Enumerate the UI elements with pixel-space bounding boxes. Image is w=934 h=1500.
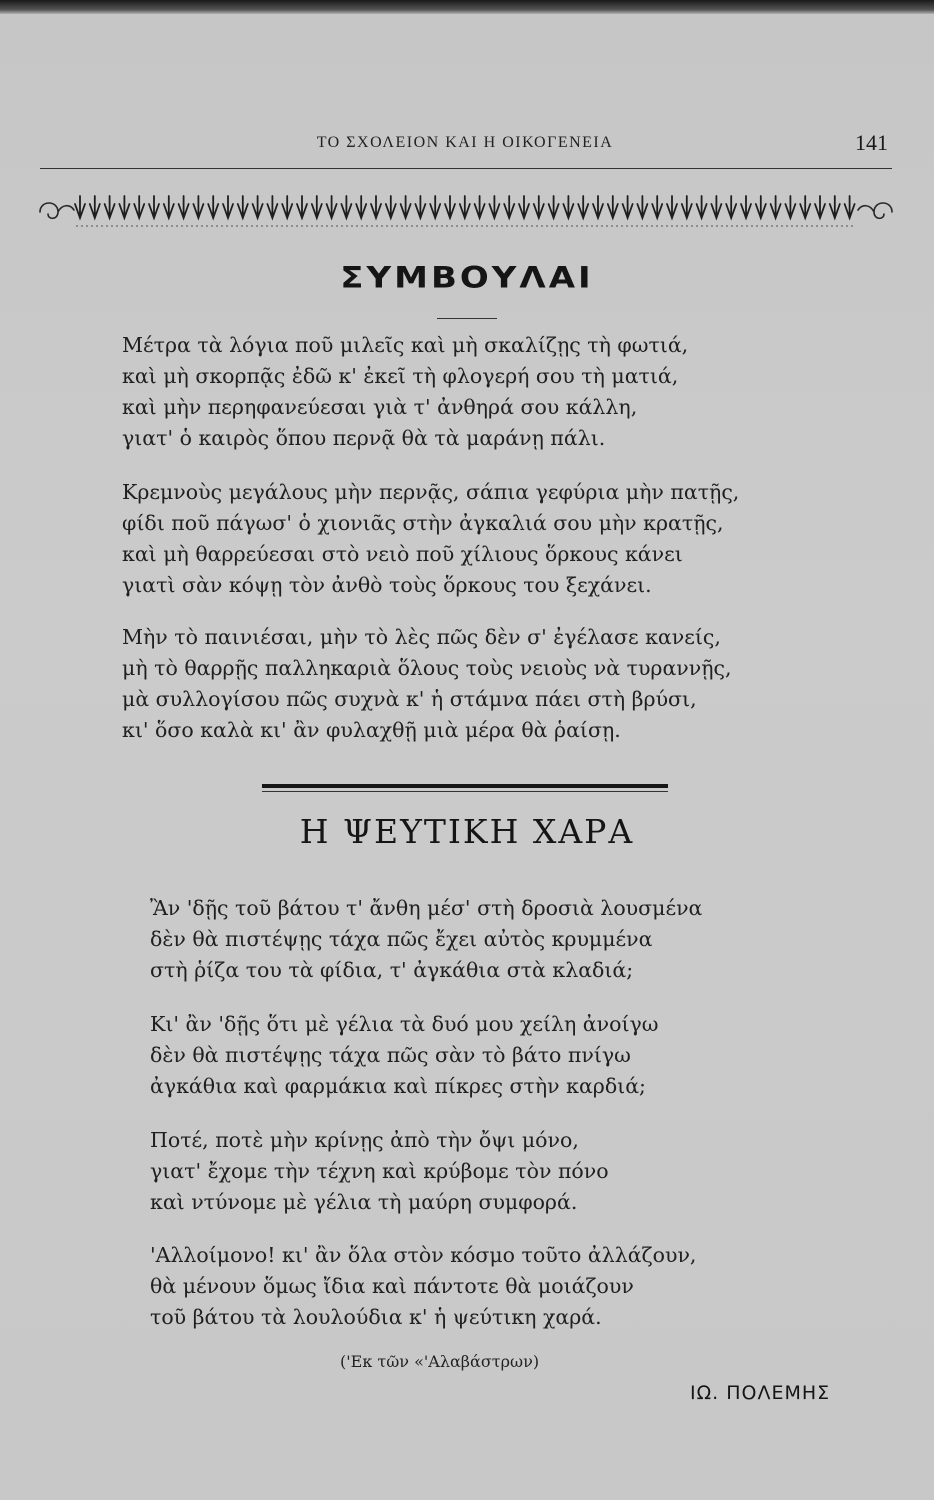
arrow-ornament-icon xyxy=(563,196,573,218)
verse-line: δὲν θὰ πιστέψῃς τάχα πῶς σὰν τὸ βάτο πνίγω xyxy=(150,1043,631,1067)
arrow-ornament-icon xyxy=(741,196,751,218)
arrow-ornament-icon xyxy=(652,196,662,218)
verse-line: Κι' ἂν 'δῇς ὅτι μὲ γέλια τὰ δυό μου χείλη ἀνοίγω xyxy=(150,1012,659,1036)
arrow-ornament-icon xyxy=(593,196,603,218)
poem-2-stanza-3 xyxy=(150,1125,609,1218)
verse-line: γιατὶ σὰν κόψῃ τὸν ἀνθὸ τοὺς ὅρκους του ξεχάνει. xyxy=(122,573,652,597)
arrow-ornament-icon xyxy=(771,196,781,218)
arrow-ornament-icon xyxy=(623,196,633,218)
poem-2-stanza-1 xyxy=(150,893,702,986)
arrow-ornament-icon xyxy=(149,196,159,218)
arrow-ornament-icon xyxy=(637,196,647,218)
poem-2-stanza-2 xyxy=(150,1009,658,1102)
arrow-ornament-icon xyxy=(489,196,499,218)
arrow-ornament-icon xyxy=(179,196,189,218)
verse-line: καὶ μὴ θαρρεύεσαι στὸ νειὸ ποῦ χίλιους ὅρκους κάνει xyxy=(122,542,683,566)
arrow-ornament-icon xyxy=(519,196,529,218)
section-divider xyxy=(262,784,668,788)
arrow-ornament-icon xyxy=(578,196,588,218)
verse-line: δὲν θὰ πιστέψῃς τάχα πῶς ἔχει αὐτὸς κρυμμένα xyxy=(150,927,653,951)
poem-1-stanza-3 xyxy=(122,622,732,746)
verse-line: Ποτέ, ποτὲ μὴν κρίνῃς ἀπὸ τὴν ὄψι μόνο, xyxy=(150,1128,579,1152)
arrow-ornament-icon xyxy=(327,196,337,218)
arrow-ornament-icon xyxy=(549,196,559,218)
running-title: ΤΟ ΣΧΟΛΕΙΟΝ ΚΑΙ Η ΟΙΚΟΓΕΝΕΙΑ xyxy=(316,134,614,151)
verse-line: φίδι ποῦ πάγωσ' ὁ χιονιᾶς στὴν ἀγκαλιά σου μὴν κρατῇς, xyxy=(122,511,724,535)
verse-line: 'Αλλοίμονο! κι' ἂν ὅλα στὸν κόσμο τοῦτο ἀλλάζουν, xyxy=(150,1243,697,1267)
verse-line: γιατ' ἔχομε τὴν τέχνη καὶ κρύβομε τὸν πόνο xyxy=(150,1159,609,1183)
verse-line: ἀγκάθια καὶ φαρμάκια καὶ πίκρες στὴν καρδιά; xyxy=(150,1074,646,1098)
arrow-ornament-icon xyxy=(608,196,618,218)
arrow-ornament-icon xyxy=(711,196,721,218)
poem-2-stanza-4 xyxy=(150,1240,696,1333)
arrow-ornament-icon xyxy=(371,196,381,218)
verse-line: μὴ τὸ θαρρῇς παλληκαριὰ ὅλους τοὺς νειοὺς νὰ τυραννῇς, xyxy=(122,656,732,680)
arrow-ornament-icon xyxy=(415,196,425,218)
poem-1-stanza-1 xyxy=(122,330,688,454)
arrow-ornament-icon xyxy=(75,196,85,218)
arrow-ornament-icon xyxy=(356,196,366,218)
poem-1-title: ΣΥΜΒΟΥΛΑΙ xyxy=(340,261,594,295)
arrow-ornament-icon xyxy=(105,196,115,218)
arrow-ornament-icon xyxy=(253,196,263,218)
arrow-ornament-icon xyxy=(845,196,855,218)
arrow-ornament-icon xyxy=(312,196,322,218)
running-head xyxy=(40,130,890,170)
arrow-ornament-icon xyxy=(401,196,411,218)
arrow-ornament-icon xyxy=(208,196,218,218)
arrow-ornament-icon xyxy=(800,196,810,218)
arrow-ornament-icon xyxy=(460,196,470,218)
arrow-ornament-icon xyxy=(667,196,677,218)
arrow-ornament-icon xyxy=(815,196,825,218)
verse-line: καὶ ντύνομε μὲ γέλια τὴ μαύρη συμφορά. xyxy=(150,1190,578,1214)
page-number: 141 xyxy=(855,130,888,155)
arrow-ornament-icon xyxy=(534,196,544,218)
verse-line: καὶ μὴ σκορπᾷς ἐδῶ κ' ἐκεῖ τὴ φλογερή σου τὴ ματιά, xyxy=(122,364,679,388)
poem-1-stanza-2 xyxy=(122,477,739,601)
arrow-ornament-icon xyxy=(282,196,292,218)
arrow-ornament-icon xyxy=(785,196,795,218)
arrow-ornament-icon xyxy=(164,196,174,218)
verse-line: καὶ μὴν περηφανεύεσαι γιὰ τ' ἀνθηρά σου κάλλη, xyxy=(122,395,638,419)
verse-line: Κρεμνοὺς μεγάλους μὴν περνᾷς, σάπια γεφύρια μὴν πατῇς, xyxy=(122,480,740,504)
arrow-ornament-icon xyxy=(386,196,396,218)
arrow-ornament-icon xyxy=(341,196,351,218)
arrow-ornament-icon xyxy=(297,196,307,218)
verse-line: μὰ συλλογίσου πῶς συχνὰ κ' ἡ στάμνα πάει στὴ βρύσι, xyxy=(122,687,697,711)
poem-author: ΙΩ. ΠΟΛΕΜΗΣ xyxy=(690,1382,831,1404)
poem-2-title: Η ΨΕΥΤΙΚΗ ΧΑΡΑ xyxy=(299,812,635,851)
arrow-ornament-icon xyxy=(90,196,100,218)
header-rule xyxy=(40,168,892,169)
arrow-ornament-icon xyxy=(267,196,277,218)
arrow-ornament-icon xyxy=(223,196,233,218)
arrow-ornament-icon xyxy=(504,196,514,218)
poem-source: ('Εκ τῶν «'Αλαβάστρων) xyxy=(340,1352,540,1371)
arrow-ornament-icon xyxy=(193,196,203,218)
verse-line: Μὴν τὸ παινιέσαι, μὴν τὸ λὲς πῶς δὲν σ' ἐγέλασε κανείς, xyxy=(122,625,721,649)
verse-line: στὴ ῥίζα του τὰ φίδια, τ' ἀγκάθια στὰ κλαδιά; xyxy=(150,958,634,982)
verse-line: κι' ὅσο καλὰ κι' ἂν φυλαχθῇ μιὰ μέρα θὰ ῥαίσῃ. xyxy=(122,718,621,742)
verse-line: Μέτρα τὰ λόγια ποῦ μιλεῖς καὶ μὴ σκαλίζῃς τὴ φωτιά, xyxy=(122,333,689,357)
arrow-ornament-icon xyxy=(726,196,736,218)
arrow-ornament-icon xyxy=(682,196,692,218)
verse-line: γιατ' ὁ καιρὸς ὅπου περνᾷ θὰ τὰ μαράνῃ πάλι. xyxy=(122,426,606,450)
arrow-ornament-icon xyxy=(119,196,129,218)
arrow-ornament-icon xyxy=(830,196,840,218)
arrow-ornament-icon xyxy=(430,196,440,218)
title-underline xyxy=(437,318,497,319)
scan-edge xyxy=(0,0,934,14)
fleuron-border-icon xyxy=(36,190,896,230)
arrow-ornament-icon xyxy=(475,196,485,218)
verse-line: Ἂν 'δῇς τοῦ βάτου τ' ἄνθη μέσ' στὴ δροσιὰ λουσμένα xyxy=(150,896,703,920)
verse-line: τοῦ βάτου τὰ λουλούδια κ' ἡ ψεύτικη χαρά. xyxy=(150,1305,602,1329)
arrow-ornament-icon xyxy=(756,196,766,218)
arrow-ornament-icon xyxy=(238,196,248,218)
arrow-ornament-icon xyxy=(134,196,144,218)
arrow-ornament-icon xyxy=(697,196,707,218)
verse-line: θὰ μένουν ὅμως ἴδια καὶ πάντοτε θὰ μοιάζουν xyxy=(150,1274,634,1298)
arrow-ornament-icon xyxy=(445,196,455,218)
section-divider-thin xyxy=(262,791,668,792)
